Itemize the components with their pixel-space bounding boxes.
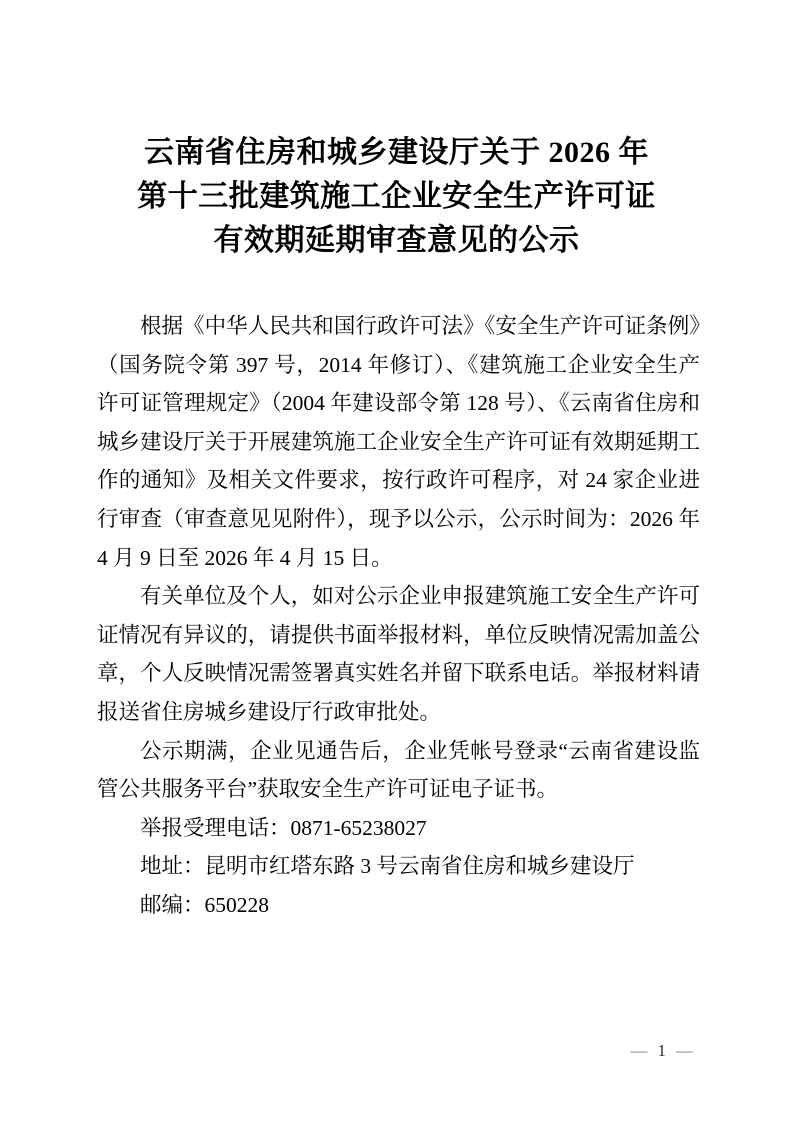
contact-phone-line: 举报受理电话：0871-65238027: [140, 815, 427, 840]
document-title: [0, 0, 793, 263]
paragraph-legal-basis: 根据《中华人民共和国行政许可法》《安全生产许可证条例》（国务院令第 397 号，2014 年修订）、《建筑施工企业安全生产许可证管理规定》（2004 年建设部令第 128 号）、《云南省住房和城乡建设厅关于开展建筑施工企业安全生产许可证有效期延期工作的通知》及相关文件要求，按行政许可程序，对 24 家企业进行审查（审查意见见附件），现予以公示，公示时间为：2026 年 4 月 9 日至 2026 年 4 月 15 日。: [97, 314, 700, 570]
paragraph-objection-instructions: 有关单位及个人，如对公示企业申报建筑施工安全生产许可证情况有异议的，请提供书面举报材料，单位反映情况需加盖公章，个人反映情况需签署真实姓名并留下联系电话。举报材料请报送省住房城乡建设厅行政审批处。: [97, 584, 700, 724]
title-line-1: 云南省住房和城乡建设厅关于 2026 年: [144, 136, 649, 169]
title-line-2: 第十三批建筑施工企业安全生产许可证: [137, 180, 656, 213]
document-body: [97, 307, 700, 925]
paragraph-certificate-retrieval: 公示期满，企业见通告后，企业凭帐号登录“云南省建设监管公共服务平台”获取安全生产许可证电子证书。: [97, 738, 700, 802]
page-number-value: 1: [657, 1041, 666, 1060]
page-number-right-dash: —: [676, 1041, 693, 1060]
page-number: [631, 1040, 694, 1062]
page-number-left-dash: —: [630, 1041, 648, 1060]
contact-address-line: 地址：昆明市红塔东路 3 号云南省住房和城乡建设厅: [140, 854, 635, 879]
contact-postcode-line: 邮编：650228: [140, 892, 270, 917]
title-line-3: 有效期延期审查意见的公示: [213, 224, 580, 257]
